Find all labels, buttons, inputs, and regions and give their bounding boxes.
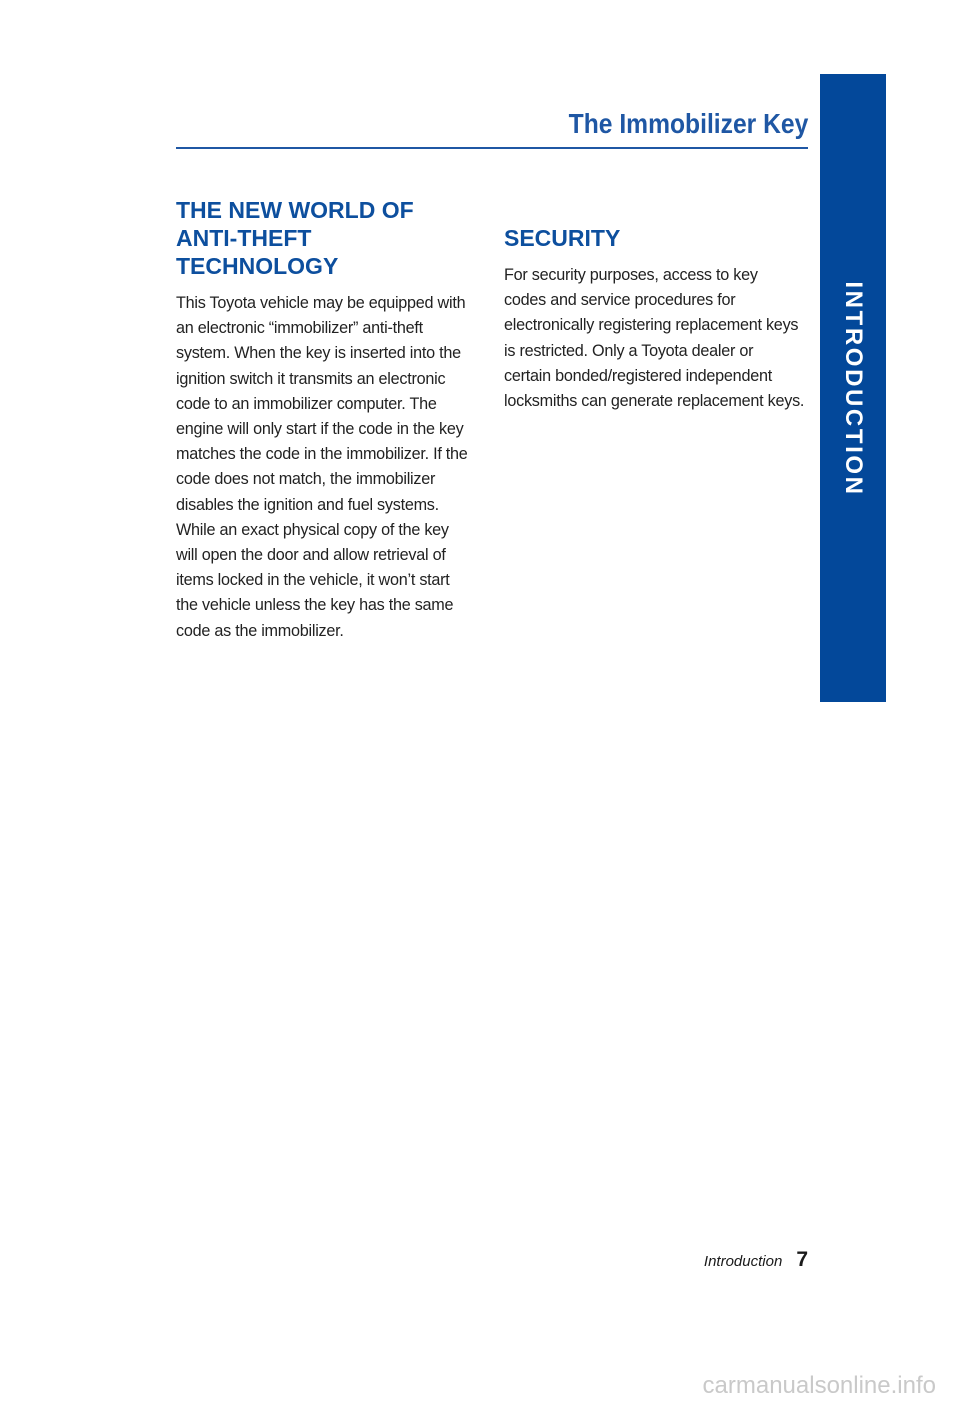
security-section <box>504 196 810 414</box>
security-body: For security purposes, access to key codes and service procedures for electronically registering replacement keys is restricted. Only a Toyota dealer or certain bonded/registered independent locksmiths can generate replacement keys. <box>504 266 805 411</box>
page-number: 7 <box>796 1248 808 1271</box>
page-title: The Immobilizer Key <box>568 108 808 139</box>
page-footer <box>704 1248 808 1272</box>
title-divider <box>176 147 808 149</box>
anti-theft-heading: THE NEW WORLD OF ANTI-THEFT TECHNOLOGY <box>176 197 414 279</box>
side-tab-label: INTRODUCTION <box>840 281 867 497</box>
section-side-tab <box>820 74 886 702</box>
anti-theft-body: This Toyota vehicle may be equipped with an electronic “immobilizer” anti-theft system. When the key is inserted into the ignition switch it transmits an electronic code to an immobilizer computer. The engine will only start if the code in the key matches the code in the immobilizer. If the code does not match, the immobilizer disables the ignition and fuel systems. While an exact physical copy of the key will open the door and allow retrieval of items locked in the vehicle, it won’t start the vehicle unless the key has the same code as the immobilizer. <box>176 294 468 640</box>
security-heading: SECURITY <box>504 225 621 251</box>
anti-theft-section <box>176 196 476 644</box>
watermark: carmanualsonline.info <box>702 1372 936 1399</box>
footer-section-name: Introduction <box>703 1253 783 1270</box>
